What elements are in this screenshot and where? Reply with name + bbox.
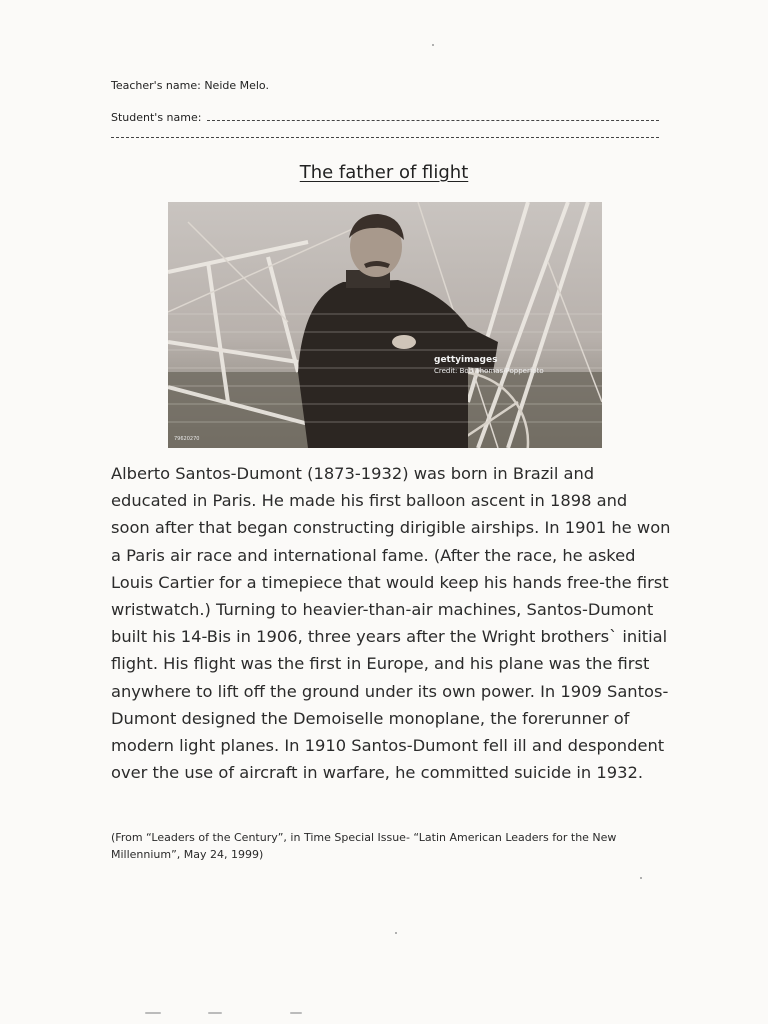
teacher-name-line: Teacher's name: Neide Melo. [111, 79, 269, 92]
scan-speck [640, 877, 642, 879]
student-name-label: Student's name: [111, 111, 202, 124]
student-name-blank-line-2 [111, 137, 659, 138]
scan-speck [145, 1012, 161, 1014]
student-name-blank[interactable] [207, 112, 659, 121]
page-title: The father of flight [299, 162, 469, 183]
scan-speck [432, 44, 434, 46]
scan-speck [208, 1012, 222, 1014]
article-body [111, 460, 671, 816]
source-citation: (From “Leaders of the Century”, in Time Special Issue- “Latin American Leaders for the New Millennium”, May 24, 1999) [111, 831, 617, 861]
aviator-photo [168, 202, 602, 448]
scan-speck [395, 932, 397, 934]
getty-watermark: gettyimages [434, 355, 498, 365]
photo-code: 79620270 [174, 436, 200, 442]
aviator-photo-illustration [168, 202, 602, 448]
photo-credit: Credit: Bob Thomas/Popperfoto [434, 367, 544, 375]
scan-speck [290, 1012, 302, 1014]
article-paragraph: Alberto Santos-Dumont (1873-1932) was born in Brazil and educated in Paris. He made his first balloon ascent in 1898 and soon after that began constructing dirigible airships. In 1901 he won a Paris air race and international fame. (After the race, he asked Louis Cartier for a timepiece that would keep his hands free-the first wristwatch.) Turning to heavier-than-air machines, Santos-Dumont built his 14-Bis in 1906, three years after the Wright brothers` initial flight. His flight was the first in Europe, and his plane was the first anywhere to lift off the ground under its own power. In 1909 Santos-Dumont designed the Demoiselle monoplane, the forerunner of modern light planes. In 1910 Santos-Dumont fell ill and despondent over the use of aircraft in warfare, he committed suicide in 1932. [111, 464, 671, 783]
student-name-line [111, 111, 659, 124]
